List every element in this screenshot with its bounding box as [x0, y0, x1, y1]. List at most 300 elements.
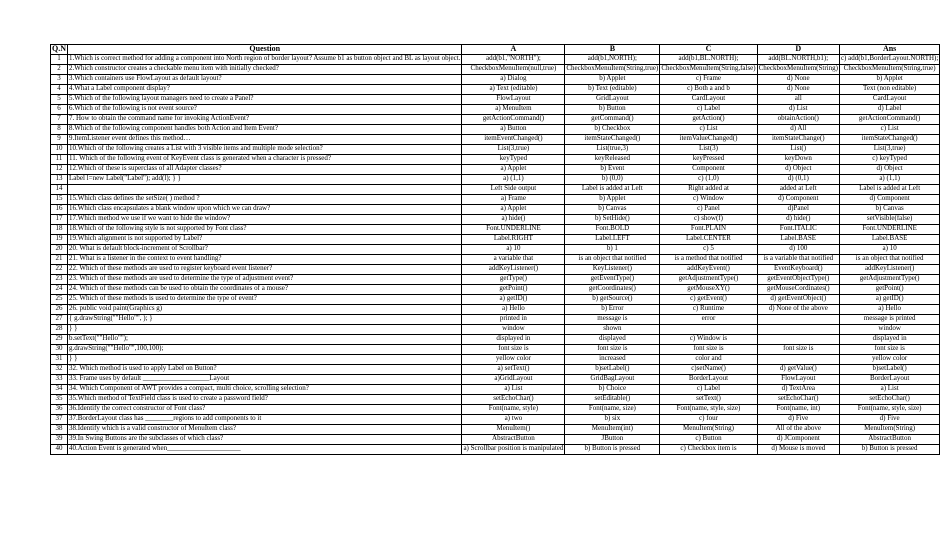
cell-question: 21. What is a listener in the context to event handling? [68, 255, 462, 265]
cell-answer: c) keyTyped [839, 155, 939, 165]
cell-question: 1.Which is correct method for adding a component into North region of border layout? Assume b1 as button object and BL as layout object. [68, 55, 462, 65]
cell-option-d: setEchoChar() [757, 395, 839, 405]
cell-answer: b) Button is pressed [839, 445, 939, 455]
cell-option-c: c) Window is [660, 335, 757, 345]
cell-question: 34. Which Component of AWT provides a compact, multi choice, scrolling selection? [68, 385, 462, 395]
cell-answer: a) List [839, 385, 939, 395]
cell-option-a: printed in [462, 315, 565, 325]
cell-option-c: error [660, 315, 757, 325]
cell-option-c: getAction() [660, 115, 757, 125]
cell-qn: 19 [51, 235, 68, 245]
header-d: D [757, 45, 839, 55]
cell-option-d: List() [757, 145, 839, 155]
cell-qn: 2 [51, 65, 68, 75]
table-row [51, 145, 940, 155]
cell-option-a: displayed in [462, 335, 565, 345]
cell-qn: 26 [51, 305, 68, 315]
cell-option-a: a) Text (editable) [462, 85, 565, 95]
cell-option-d: d) (0,1) [757, 175, 839, 185]
cell-answer: List(3,true) [839, 145, 939, 155]
cell-option-b: Label is added at Left [565, 185, 660, 195]
cell-option-d: d) None of the above [757, 305, 839, 315]
cell-question: 7. How to obtain the command name for invoking ActionEvent? [68, 115, 462, 125]
cell-option-a: a) two [462, 415, 565, 425]
table-row [51, 185, 940, 195]
cell-question: 23. Which of these methods are used to determine the type of adjustment event? [68, 275, 462, 285]
cell-question: 11. Which of the following event of KeyEvent class is generated when a character is pressed? [68, 155, 462, 165]
cell-question: 16.Which class encapsulates a blank window upon which we can draw? [68, 205, 462, 215]
cell-question: 18.Which of the following style is not supported by Font class? [68, 225, 462, 235]
cell-answer: is an object that notified [839, 255, 939, 265]
cell-question: 40.Action Event is generated when_____________________ [68, 445, 462, 455]
cell-option-c: getMouseXY() [660, 285, 757, 295]
cell-option-b: getEventType() [565, 275, 660, 285]
cell-option-a: a) setText() [462, 365, 565, 375]
cell-option-a: Font(name, style) [462, 405, 565, 415]
cell-qn: 40 [51, 445, 68, 455]
cell-qn: 35 [51, 395, 68, 405]
cell-option-c: c) Frame [660, 75, 757, 85]
cell-qn: 15 [51, 195, 68, 205]
cell-option-b: List(true,3) [565, 145, 660, 155]
cell-option-a: addKeyListener() [462, 265, 565, 275]
table-row [51, 155, 940, 165]
cell-qn: 13 [51, 175, 68, 185]
cell-question: 25. Which of these methods is used to determine the type of event? [68, 295, 462, 305]
table-row [51, 115, 940, 125]
cell-question: 36.Identify the correct constructor of Font class? [68, 405, 462, 415]
cell-option-b: b) Canvas [565, 205, 660, 215]
cell-question: 32. Which method is used to apply Label on Button? [68, 365, 462, 375]
cell-option-a: Font.UNDERLINE [462, 225, 565, 235]
cell-option-b: b) Event [565, 165, 660, 175]
cell-option-a: a) Scrollbar position is manipulated [462, 445, 565, 455]
table-row [51, 415, 940, 425]
cell-option-b: is an object that notified [565, 255, 660, 265]
cell-qn: 29 [51, 335, 68, 345]
cell-option-d: font size is [757, 345, 839, 355]
cell-qn: 36 [51, 405, 68, 415]
cell-option-a: FlowLayout [462, 95, 565, 105]
cell-option-b: itemStateChanged() [565, 135, 660, 145]
cell-option-c: is a method that notified [660, 255, 757, 265]
header-b: B [565, 45, 660, 55]
cell-question: 19.Which alignment is not supported by Label? [68, 235, 462, 245]
cell-option-c: setText() [660, 395, 757, 405]
cell-option-b: GridLayout [565, 95, 660, 105]
cell-question: 37.BorderLayout class has ________regions to add components to it [68, 415, 462, 425]
cell-option-a: keyTyped [462, 155, 565, 165]
cell-question: 12.Which of these is superclass of all Adapter classes? [68, 165, 462, 175]
cell-question: 20. What is default block-increment of Scrollbar? [68, 245, 462, 255]
cell-option-d: obtainAction() [757, 115, 839, 125]
cell-option-b: b) getSource() [565, 295, 660, 305]
cell-answer: BorderLayout [839, 375, 939, 385]
table-row [51, 385, 940, 395]
table-row [51, 175, 940, 185]
cell-question: { g.drawString(""Hello"", ); } [68, 315, 462, 325]
cell-option-a: a) Dialog [462, 75, 565, 85]
cell-option-d [757, 355, 839, 365]
cell-option-b: b) Applet [565, 195, 660, 205]
cell-answer: message is printed [839, 315, 939, 325]
cell-option-d: d) JComponent [757, 435, 839, 445]
cell-question: 6.Which of the following is not event source? [68, 105, 462, 115]
table-row [51, 195, 940, 205]
table-row [51, 425, 940, 435]
cell-option-b: getCommand() [565, 115, 660, 125]
table-row [51, 165, 940, 175]
cell-option-b: KeyListener() [565, 265, 660, 275]
cell-option-c: c) Panel [660, 205, 757, 215]
cell-qn: 31 [51, 355, 68, 365]
cell-question: 2.Which constructor creates a checkable menu item with initially checked? [68, 65, 462, 75]
cell-option-b: b) Button is pressed [565, 445, 660, 455]
cell-question: 15.Which class defines the setSize( ) method ? [68, 195, 462, 205]
cell-option-d: Font.ITALIC [757, 225, 839, 235]
table-row [51, 275, 940, 285]
cell-qn: 33 [51, 375, 68, 385]
cell-qn: 22 [51, 265, 68, 275]
cell-qn: 11 [51, 155, 68, 165]
table-row [51, 325, 940, 335]
cell-option-d [757, 315, 839, 325]
table-row [51, 395, 940, 405]
cell-option-d: added at Left [757, 185, 839, 195]
cell-answer: Label is added at Left [839, 185, 939, 195]
cell-qn: 30 [51, 345, 68, 355]
table-row [51, 235, 940, 245]
cell-qn: 32 [51, 365, 68, 375]
cell-question: g.drawString(""Hello"",100,100); [68, 345, 462, 355]
cell-option-d: Label.BASE [757, 235, 839, 245]
cell-option-a: itemEventChanged() [462, 135, 565, 145]
cell-option-a: a) getID() [462, 295, 565, 305]
table-row [51, 345, 940, 355]
table-row [51, 65, 940, 75]
cell-option-b: b)setLabel() [565, 365, 660, 375]
cell-option-d: d) 100 [757, 245, 839, 255]
cell-option-b: Label.LEFT [565, 235, 660, 245]
table-row [51, 295, 940, 305]
cell-option-b: b) Choice [565, 385, 660, 395]
cell-option-c: c) Runtime [660, 305, 757, 315]
cell-answer: Label.BASE [839, 235, 939, 245]
cell-answer: font size is [839, 345, 939, 355]
cell-option-a: List(3,true) [462, 145, 565, 155]
cell-question: 22. Which of these methods are used to register keyboard event listener? [68, 265, 462, 275]
cell-option-d: d) Mouse is moved [757, 445, 839, 455]
cell-qn: 37 [51, 415, 68, 425]
cell-option-c: c) Window [660, 195, 757, 205]
table-row [51, 225, 940, 235]
cell-option-c: Font.PLAIN [660, 225, 757, 235]
cell-option-d: add(BL.NORTH,b1); [757, 55, 839, 65]
cell-answer: getActionCommand() [839, 115, 939, 125]
cell-option-a: Left Side output [462, 185, 565, 195]
cell-option-d: d) getEventObject() [757, 295, 839, 305]
cell-qn: 24 [51, 285, 68, 295]
cell-option-d [757, 325, 839, 335]
table-row [51, 335, 940, 345]
table-row [51, 305, 940, 315]
cell-answer: setEchoChar() [839, 395, 939, 405]
cell-option-b: message is [565, 315, 660, 325]
cell-answer: yellow color [839, 355, 939, 365]
cell-question: 10.Which of the following creates a List with 3 visible items and multiple mode selection? [68, 145, 462, 155]
cell-option-b: b) Text (editable) [565, 85, 660, 95]
table-row [51, 435, 940, 445]
table-row [51, 255, 940, 265]
cell-qn: 21 [51, 255, 68, 265]
cell-qn: 6 [51, 105, 68, 115]
cell-question: } } [68, 325, 462, 335]
header-qn: Q.N [52, 44, 66, 53]
cell-option-c: c) Button [660, 435, 757, 445]
cell-option-b: setEditable() [565, 395, 660, 405]
cell-question: 8.Which of the following component handles both Action and Item Event? [68, 125, 462, 135]
cell-answer: window [839, 325, 939, 335]
table-row [51, 315, 940, 325]
cell-qn: 5 [51, 95, 68, 105]
cell-option-a: getActionCommand() [462, 115, 565, 125]
cell-option-a: font size is [462, 345, 565, 355]
cell-option-c: c) Label [660, 105, 757, 115]
cell-option-b: displayed [565, 335, 660, 345]
cell-answer: itemStateChanged() [839, 135, 939, 145]
cell-option-d: d) Component [757, 195, 839, 205]
header-ans: Ans [839, 45, 939, 55]
cell-qn: 10 [51, 145, 68, 155]
cell-qn: 34 [51, 385, 68, 395]
cell-option-d: is a variable that notified [757, 255, 839, 265]
cell-option-b: CheckboxMenuItem(String,true) [565, 65, 660, 75]
cell-question: 4.What a Label component display? [68, 85, 462, 95]
cell-answer: Font.UNDERLINE [839, 225, 939, 235]
cell-option-b: GridBagLayout [565, 375, 660, 385]
cell-option-a: Label.RIGHT [462, 235, 565, 245]
cell-option-b: font size is [565, 345, 660, 355]
cell-option-b: JButton [565, 435, 660, 445]
cell-qn: 1 [51, 55, 68, 65]
cell-option-d: Font(name, int) [757, 405, 839, 415]
cell-answer: addKeyListener() [839, 265, 939, 275]
cell-option-c: c) List [660, 125, 757, 135]
cell-qn: 23 [51, 275, 68, 285]
cell-option-a: yellow color [462, 355, 565, 365]
table-row [51, 245, 940, 255]
cell-question: 5.Which of the following layout managers need to create a Panel? [68, 95, 462, 105]
cell-option-b: b) six [565, 415, 660, 425]
cell-option-d [757, 335, 839, 345]
cell-question: b.setText(""Hello""); [68, 335, 462, 345]
cell-option-c: c) getEvent() [660, 295, 757, 305]
cell-option-c: add(b1,BL.NORTH); [660, 55, 757, 65]
cell-option-b: keyReleased [565, 155, 660, 165]
cell-option-a: MenuItem() [462, 425, 565, 435]
cell-option-d: all [757, 95, 839, 105]
cell-qn: 14 [51, 185, 68, 195]
cell-option-a: a) Applet [462, 205, 565, 215]
cell-option-d: d) None [757, 75, 839, 85]
cell-qn: 7 [51, 115, 68, 125]
cell-option-a: getPoint() [462, 285, 565, 295]
cell-qn: 17 [51, 215, 68, 225]
cell-option-d: d) Five [757, 415, 839, 425]
cell-option-c: c) Label [660, 385, 757, 395]
cell-option-a: a) List [462, 385, 565, 395]
cell-option-d: d)Panel [757, 205, 839, 215]
cell-qn: 28 [51, 325, 68, 335]
cell-option-d: All of the above [757, 425, 839, 435]
cell-answer: displayed in [839, 335, 939, 345]
cell-option-a: a) 10 [462, 245, 565, 255]
cell-option-c: c) four [660, 415, 757, 425]
cell-option-c: c) show(f) [660, 215, 757, 225]
cell-option-d: d) Object [757, 165, 839, 175]
cell-option-c: keyPressed [660, 155, 757, 165]
cell-question: 9.ItemListener event defines this method… [68, 135, 462, 145]
cell-option-b: b) (0,0) [565, 175, 660, 185]
cell-answer: AbstractButton [839, 435, 939, 445]
table-row [51, 285, 940, 295]
cell-answer: a) Hello [839, 305, 939, 315]
cell-qn: 39 [51, 435, 68, 445]
cell-option-a: a) (1,1) [462, 175, 565, 185]
cell-option-c: getAdjustmentType() [660, 275, 757, 285]
cell-option-a: a) Hello [462, 305, 565, 315]
cell-answer: CardLayout [839, 95, 939, 105]
header-a: A [462, 45, 565, 55]
cell-answer: d) Object [839, 165, 939, 175]
cell-answer: d) Five [839, 415, 939, 425]
question-rows [51, 55, 940, 455]
cell-option-a: a variable that [462, 255, 565, 265]
cell-question [68, 185, 462, 195]
cell-question: 3.Which containers use FlowLayout as default layout? [68, 75, 462, 85]
cell-option-b: b) Checkbox [565, 125, 660, 135]
cell-qn: 3 [51, 75, 68, 85]
cell-option-b: b) Error [565, 305, 660, 315]
cell-option-b: b) 1 [565, 245, 660, 255]
cell-qn: 38 [51, 425, 68, 435]
cell-option-b: b) Applet [565, 75, 660, 85]
cell-option-c: List(3) [660, 145, 757, 155]
cell-option-c: Right added at [660, 185, 757, 195]
cell-option-d: EventKeyboard() [757, 265, 839, 275]
cell-answer: b)setLabel() [839, 365, 939, 375]
cell-option-b: add(b1,NORTH); [565, 55, 660, 65]
cell-qn: 4 [51, 85, 68, 95]
cell-option-b: getCoordinates() [565, 285, 660, 295]
cell-option-c [660, 325, 757, 335]
cell-answer: a) getID() [839, 295, 939, 305]
cell-question: } } [68, 355, 462, 365]
cell-option-c: Label.CENTER [660, 235, 757, 245]
table-row [51, 75, 940, 85]
cell-option-d: keyDown [757, 155, 839, 165]
cell-option-a: a) Frame [462, 195, 565, 205]
table-row [51, 135, 940, 145]
cell-qn: 16 [51, 205, 68, 215]
cell-option-b: b) SetHide() [565, 215, 660, 225]
cell-option-d: getMouseCordinates() [757, 285, 839, 295]
cell-option-b: MenuItem(int) [565, 425, 660, 435]
cell-qn: 18 [51, 225, 68, 235]
cell-option-a: AbstractButton [462, 435, 565, 445]
cell-option-d: d) None [757, 85, 839, 95]
cell-option-a: a) Button [462, 125, 565, 135]
cell-answer: MenuItem(String) [839, 425, 939, 435]
cell-option-a: window [462, 325, 565, 335]
header-c: C [660, 45, 757, 55]
cell-answer: Font(name, style, size) [839, 405, 939, 415]
header-row [51, 45, 940, 55]
cell-qn: 9 [51, 135, 68, 145]
cell-option-d: itemStateChange() [757, 135, 839, 145]
cell-answer: a) (1,1) [839, 175, 939, 185]
cell-option-c: c) 5 [660, 245, 757, 255]
cell-qn: 8 [51, 125, 68, 135]
cell-answer: Text (non editable) [839, 85, 939, 95]
cell-question: Label l=new Label("Label"); add(l); } } [68, 175, 462, 185]
cell-answer: b) Applet [839, 75, 939, 85]
cell-option-a: CheckboxMenuItem(null,true) [462, 65, 565, 75]
cell-option-c: c)setName() [660, 365, 757, 375]
table-row [51, 215, 940, 225]
cell-question: 33. Frame uses by default ___________________Layout [68, 375, 462, 385]
question-table [50, 44, 940, 455]
cell-question: 38.Identify which is a valid constructor of MenuItem class? [68, 425, 462, 435]
cell-answer: d) Label [839, 105, 939, 115]
cell-option-c: addKeyEvent() [660, 265, 757, 275]
cell-qn: 20 [51, 245, 68, 255]
cell-option-c: CheckboxMenuItem(String,false) [660, 65, 757, 75]
table-row [51, 405, 940, 415]
cell-answer: d) Component [839, 195, 939, 205]
table-row [51, 105, 940, 115]
cell-answer: b) Canvas [839, 205, 939, 215]
cell-question: 39.In Swing Buttons are the subclasses of which class? [68, 435, 462, 445]
cell-option-c: MenuItem(String) [660, 425, 757, 435]
cell-option-c: c) Checkbox item is [660, 445, 757, 455]
cell-question: 35.Which method of TextField class is used to create a password field? [68, 395, 462, 405]
cell-option-a: add(b1,"NORTH"); [462, 55, 565, 65]
cell-question: 24. Which of these methods can be used to obtain the coordinates of a mouse? [68, 285, 462, 295]
table-row [51, 445, 940, 455]
cell-option-d: d) getValue() [757, 365, 839, 375]
header-question: Question [68, 45, 462, 55]
table-row [51, 205, 940, 215]
cell-option-a: setEchoChar() [462, 395, 565, 405]
cell-option-a: a) Applet [462, 165, 565, 175]
table-row [51, 85, 940, 95]
cell-qn: 12 [51, 165, 68, 175]
table-row [51, 55, 940, 65]
cell-option-d: d) All [757, 125, 839, 135]
cell-option-c: c) Both a and b [660, 85, 757, 95]
cell-option-a: getType() [462, 275, 565, 285]
cell-option-b: increased [565, 355, 660, 365]
table-row [51, 375, 940, 385]
cell-option-a: a) MenuItem [462, 105, 565, 115]
table-row [51, 355, 940, 365]
cell-question: 26. public void paint(Graphics g) [68, 305, 462, 315]
cell-option-c: itemValueChanged() [660, 135, 757, 145]
cell-qn: 25 [51, 295, 68, 305]
cell-option-d: d) List [757, 105, 839, 115]
cell-option-c: font size is [660, 345, 757, 355]
